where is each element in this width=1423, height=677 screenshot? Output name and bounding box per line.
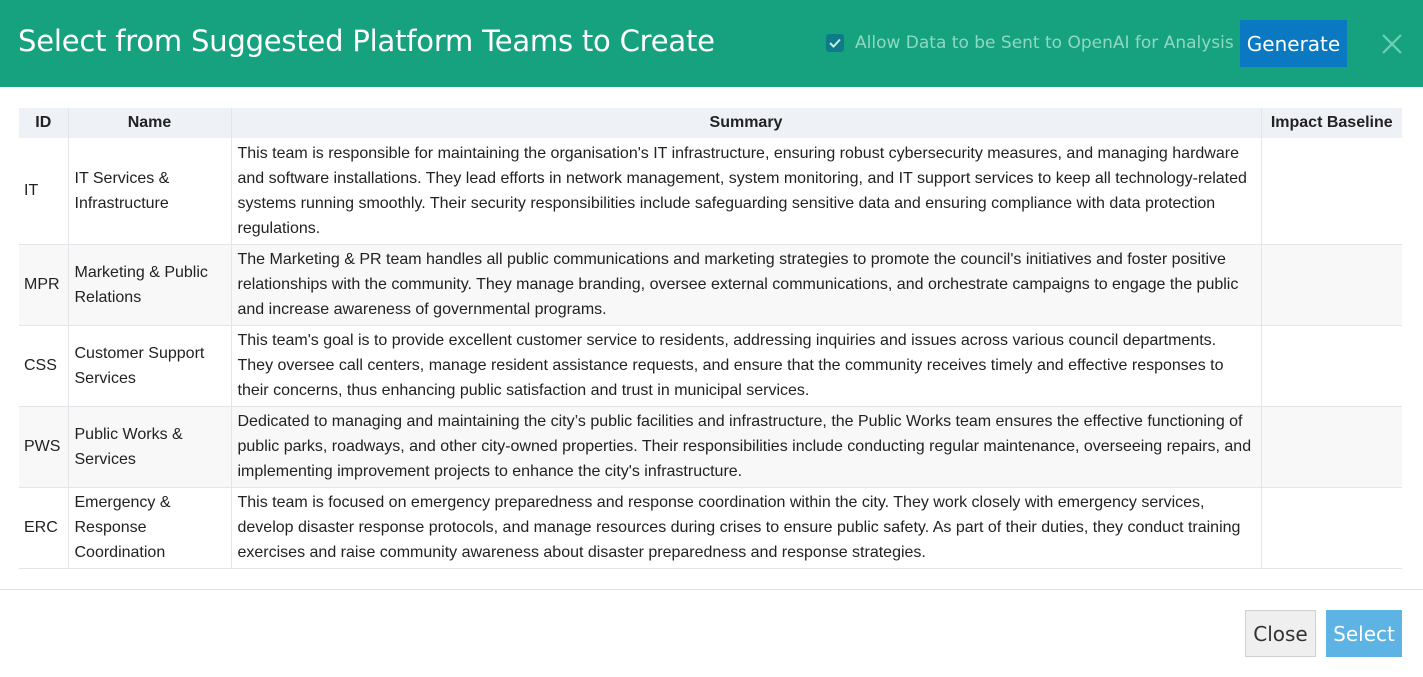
team-id: ERC [19, 487, 68, 568]
table-row[interactable] [19, 244, 1402, 325]
close-button[interactable]: Close [1245, 610, 1316, 657]
footer-divider [0, 589, 1423, 590]
team-impact-baseline [1261, 138, 1402, 244]
team-id: IT [19, 138, 68, 244]
close-icon[interactable] [1380, 32, 1404, 56]
team-name: Public Works & Services [68, 406, 231, 487]
column-header-id[interactable]: ID [19, 108, 68, 138]
dialog-header [0, 0, 1423, 87]
column-header-summary[interactable]: Summary [231, 108, 1261, 138]
team-impact-baseline [1261, 325, 1402, 406]
team-name: Marketing & Public Relations [68, 244, 231, 325]
teams-table [19, 108, 1402, 569]
team-impact-baseline [1261, 244, 1402, 325]
team-name: Emergency & Response Coordination [68, 487, 231, 568]
checkmark-icon [829, 38, 841, 48]
team-summary: The Marketing & PR team handles all public communications and marketing strategies to promote the council's initiatives and foster positive relationships with the community. They manage branding, oversee external communications, and orchestrate campaigns to engage the public and increase awareness of governmental programs. [231, 244, 1261, 325]
select-button[interactable]: Select [1326, 610, 1402, 657]
dialog-title: Select from Suggested Platform Teams to Create [18, 24, 715, 58]
column-header-impact-baseline[interactable]: Impact Baseline [1261, 108, 1402, 138]
table-row[interactable] [19, 325, 1402, 406]
team-id: PWS [19, 406, 68, 487]
team-impact-baseline [1261, 487, 1402, 568]
table-row[interactable] [19, 406, 1402, 487]
team-summary: This team's goal is to provide excellent customer service to residents, addressing inquiries and issues across various council departments. They oversee call centers, manage resident assistance requests, and ensure that the community receives timely and effective responses to their concerns, thus enhancing public satisfaction and trust in municipal services. [231, 325, 1261, 406]
consent-checkbox[interactable] [826, 34, 844, 52]
openai-consent[interactable] [826, 32, 1234, 54]
team-name: IT Services & Infrastructure [68, 138, 231, 244]
team-summary: Dedicated to managing and maintaining the city’s public facilities and infrastructure, the Public Works team ensures the effective functioning of public parks, roadways, and other city-owned properties. Their responsibilities include conducting regular maintenance, overseeing repairs, and implementing improvement projects to enhance the city's infrastructure. [231, 406, 1261, 487]
team-summary: This team is focused on emergency preparedness and response coordination within the city. They work closely with emergency services, develop disaster response protocols, and manage resources during crises to ensure public safety. As part of their duties, they conduct training exercises and raise community awareness about disaster preparedness and response strategies. [231, 487, 1261, 568]
team-id: MPR [19, 244, 68, 325]
team-name: Customer Support Services [68, 325, 231, 406]
column-header-name[interactable]: Name [68, 108, 231, 138]
table-row[interactable] [19, 138, 1402, 244]
team-impact-baseline [1261, 406, 1402, 487]
table-row[interactable] [19, 487, 1402, 568]
generate-button[interactable]: Generate [1240, 20, 1347, 67]
team-id: CSS [19, 325, 68, 406]
consent-label[interactable]: Allow Data to be Sent to OpenAI for Analysis [855, 33, 1234, 53]
team-summary: This team is responsible for maintaining the organisation's IT infrastructure, ensuring robust cybersecurity measures, and managing hardware and software installations. They lead efforts in network management, system monitoring, and IT support services to keep all technology-related systems running smoothly. Their security responsibilities include safeguarding sensitive data and ensuring compliance with data protection regulations. [231, 138, 1261, 244]
table-header-row [19, 108, 1402, 138]
